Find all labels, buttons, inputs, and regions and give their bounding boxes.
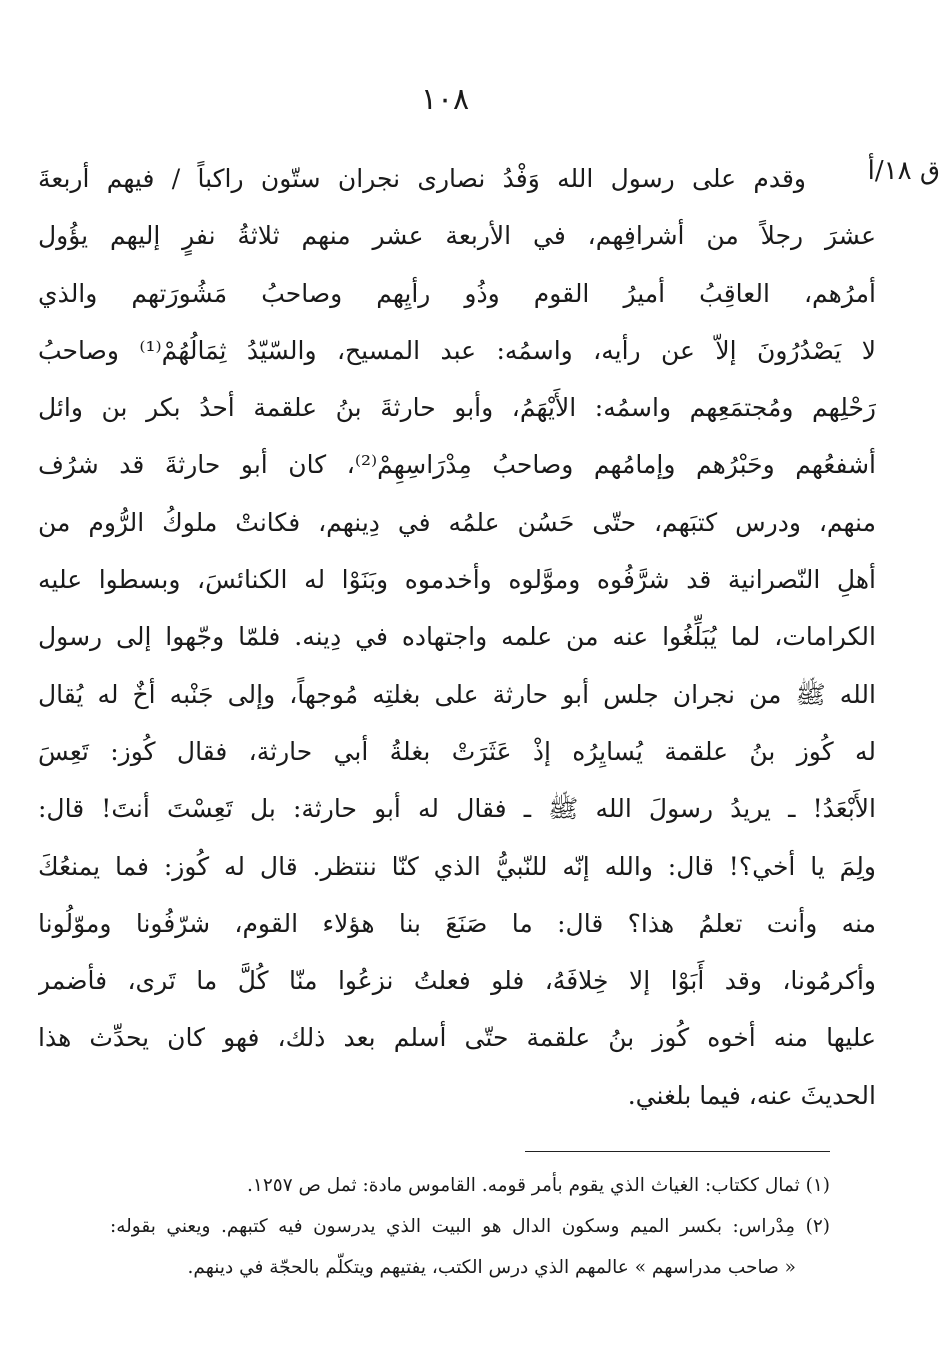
body-line: له كُوز بنُ علقمة يُسايِرُه إذْ عَثَرَتْ بغلةُ أبي حارثة، فقال كُوز: تَعِسَ: [38, 736, 876, 766]
body-line: الله ﷺ من نجران جلس أبو حارثة على بغلتِه مُوجهاً، وإلى جَنْبه أخٌ له يُقال: [38, 679, 876, 709]
body-line: الأَبْعَدُ! ـ يريدُ رسولَ الله ﷺ ـ فقال له أبو حارثة: بل تَعِسْتَ أنتَ! قال:: [38, 794, 876, 824]
body-line: عليها منه أخوه كُوز بنُ علقمة حتّى أسلم بعد ذلك، فهو كان يحدِّث هذا: [38, 1023, 876, 1053]
body-line: لا يَصْدُرُونَ إلاّ عن رأيه، واسمُه: عبد المسيح، والسّيّدُ ثِمَالُهُمْ⁽¹⁾ وصاحبُ: [38, 335, 876, 365]
footnote-2: (٢) مِدْراس: بكسر الميم وسكون الدال هو البيت الذي يدرسون فيه كتبهم. ويعني بقوله:: [110, 1216, 830, 1237]
footnote-1: (١) ثمال ككتاب: الغياث الذي يقوم بأمر قومه. القاموس مادة: ثمل ص ١٢٥٧.: [247, 1175, 830, 1196]
page-number: ١٠٨: [420, 82, 470, 117]
footnote-2-continuation: « صاحب مدراسهم » عالمهم الذي درس الكتب، يفتيهم ويتكلّم بالحجّة في دينهم.: [187, 1257, 796, 1278]
body-line: عشرَ رجلاً من أشرافِهم، في الأربعة عشر منهم ثلاثةُ نفرٍ إليهم يؤُول: [38, 221, 876, 251]
margin-folio-note: ق ١٨/أ: [867, 156, 940, 186]
body-line: وقدم على رسول الله وَفْدُ نصارى نجران ستّون راكباً / فيهم أربعةَ: [38, 164, 806, 193]
body-line: رَحْلِهم ومُجتمَعِهم واسمُه: الأَيْهَمُ، وأبو حارثةَ بنُ علقمة أحدُ بكر بن وائل: [38, 393, 876, 423]
body-line: ولِمَ يا أخي؟! قال: والله إنّه للنّبيُّ الذي كنّا ننتظر. قال له كُوز: فما يمنعُكَ: [38, 851, 876, 881]
body-line: الكرامات، لما يُبَلِّغُوا عنه من علمه واجتهاده في دِينه. فلمّا وجّهوا إلى رسول: [38, 622, 876, 652]
footnote-separator: [525, 1151, 830, 1152]
body-line: منه وأنت تعلمُ هذا؟ قال: ما صَنَعَ بنا هؤلاء القوم، شرّفُونا وموّلُونا: [38, 908, 876, 938]
body-line: منهم، ودرس كتبَهم، حتّى حَسُن علمُه في دِينهم، فكانتْ ملوكُ الرُّوم من: [38, 507, 876, 537]
footnotes: [110, 1165, 830, 1288]
body-line: أمرُهم، العاقِبُ أميرُ القوم وذُو رأيِهم وصاحبُ مَشُورَتهم والذي: [38, 278, 876, 308]
body-line: أشفعُهم وحَبْرُهم وإمامُهم وصاحبُ مِدْرَاسِهِمْ⁽²⁾، كان أبو حارثةَ قد شرُف: [38, 450, 876, 480]
body-line: وأكرمُونا، وقد أَبَوْا إلا خِلافَهُ، فلو فعلتُ نزعُوا منّا كُلَّ ما تَرى، فأضمر: [38, 966, 876, 996]
body-line: الحديثَ عنه، فيما بلغني.: [627, 1080, 876, 1110]
body-line: أهلِ النّصرانية قد شرَّفُوه وموَّلوه وأخدموه وبَنَوْا له الكنائسَ، وبسطوا عليه: [38, 565, 876, 595]
body-text: [38, 150, 876, 1124]
